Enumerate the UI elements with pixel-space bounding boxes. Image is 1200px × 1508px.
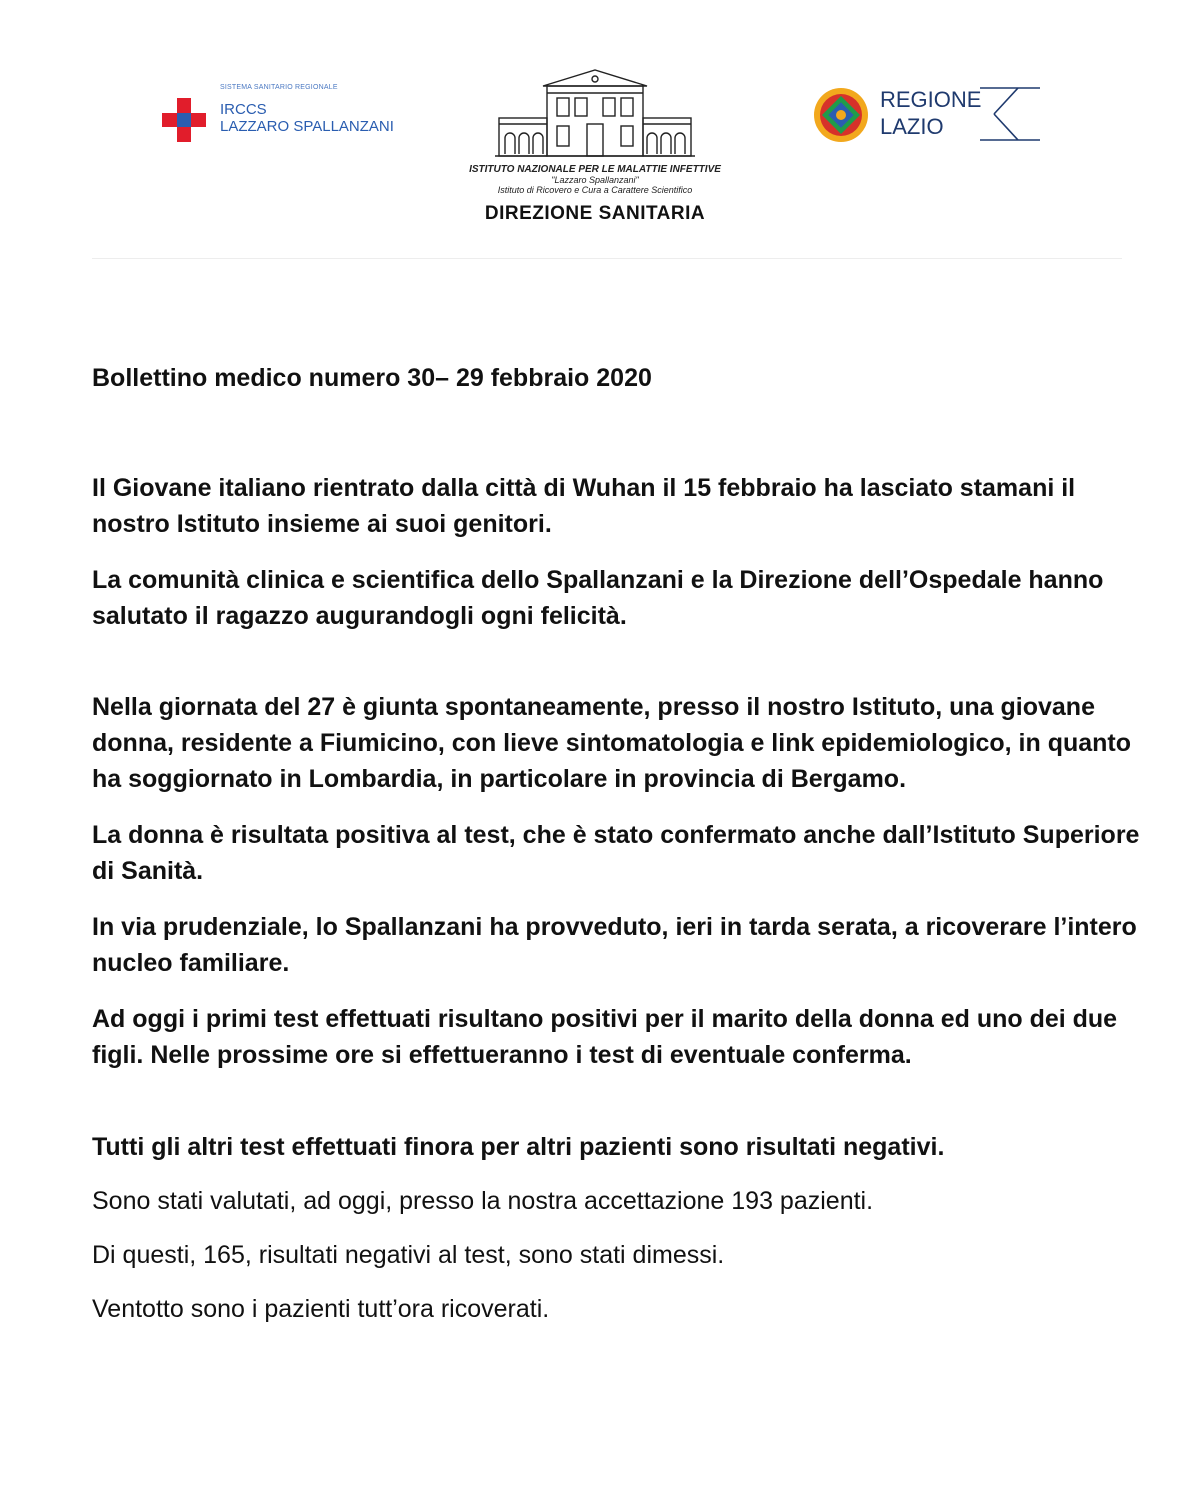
institute-subname: "Lazzaro Spallanzani" [551, 175, 639, 185]
bulletin-body [92, 360, 1142, 1327]
paragraph: Nella giornata del 27 è giunta spontaneamente, presso il nostro Istituto, una giovane donna, residente a Fiumicino, con lieve sintomatologia e link epidemiologico, in quanto ha soggiornato in Lombardia, in particolare in provincia di Bergamo. [92, 693, 1132, 793]
institute-building-icon [495, 66, 695, 158]
region-name: REGIONE LAZIO [880, 87, 982, 139]
lazio-line-ornament-icon [980, 86, 1050, 142]
bulletin-title: Bollettino medico numero 30– 29 febbraio 2020 [92, 364, 652, 392]
institute-name: ISTITUTO NAZIONALE PER LE MALATTIE INFETTIVE [469, 164, 721, 175]
institute-header [430, 66, 760, 248]
logo-subtitle: SISTEMA SANITARIO REGIONALE [220, 84, 338, 91]
medical-cross-icon [162, 98, 206, 142]
paragraph: Ventotto sono i pazienti tutt’ora ricoverati. [92, 1295, 550, 1323]
department-title: DIREZIONE SANITARIA [484, 203, 706, 224]
logo-name: IRCCS LAZZARO SPALLANZANI [220, 101, 394, 135]
paragraph: Di questi, 165, risultati negativi al test, sono stati dimessi. [92, 1241, 725, 1269]
paragraph: Il Giovane italiano rientrato dalla città di Wuhan il 15 febbraio ha lasciato stamani il nostro Istituto insieme ai suoi genitori. [92, 474, 1076, 538]
paragraph: Sono stati valutati, ad oggi, presso la nostra accettazione 193 pazienti. [92, 1187, 874, 1215]
paragraph: Ad oggi i primi test effettuati risultano positivi per il marito della donna ed uno dei due figli. Nelle prossime ore si effettueranno i test di eventuale conferma. [92, 1005, 1118, 1069]
institute-description: Istituto di Ricovero e Cura a Carattere Scientifico [497, 185, 693, 195]
paragraph: La comunità clinica e scientifica dello Spallanzani e la Direzione dell’Ospedale hanno salutato il ragazzo augurandogli ogni felicità. [92, 566, 1104, 630]
regione-lazio-logo [812, 84, 1052, 146]
irccs-spallanzani-logo [162, 84, 422, 146]
header-divider [92, 258, 1122, 259]
paragraph: La donna è risultata positiva al test, che è stato confermato anche dall’Istituto Superiore di Sanità. [92, 821, 1140, 885]
regione-lazio-emblem-icon [812, 86, 870, 144]
paragraph: Tutti gli altri test effettuati finora per altri pazienti sono risultati negativi. [92, 1133, 945, 1161]
paragraph: In via prudenziale, lo Spallanzani ha provveduto, ieri in tarda serata, a ricoverare l’intero nucleo familiare. [92, 913, 1137, 977]
